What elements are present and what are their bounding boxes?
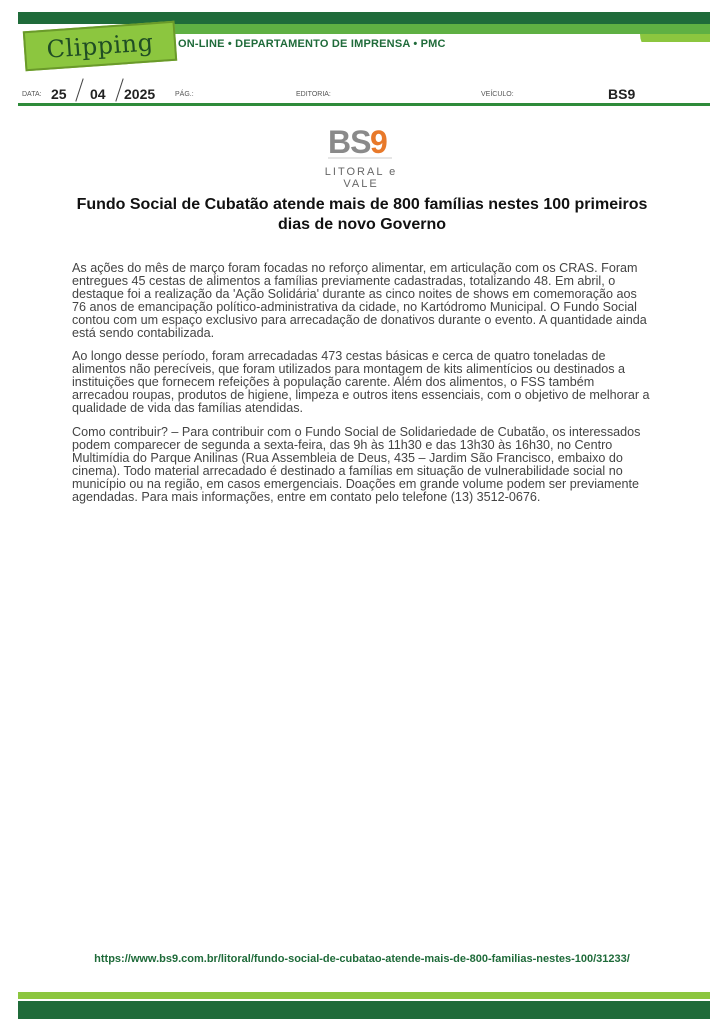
header-accent-bar: [150, 24, 710, 34]
footer-bar: [18, 1001, 710, 1019]
date-separator: [115, 78, 123, 101]
article-title: Fundo Social de Cubatão atende mais de 800 famílias nestes 100 primeiros dias de novo Governo: [76, 196, 648, 233]
meta-row: [18, 84, 710, 104]
clipping-tag: [23, 21, 177, 72]
date-day: 25: [51, 86, 67, 102]
header-subtitle: ON-LINE • DEPARTAMENTO DE IMPRENSA • PMC: [178, 38, 446, 50]
article-body: [72, 262, 652, 514]
date-month: 04: [90, 86, 106, 102]
bs9-logo-subtitle: LITORAL e VALE: [324, 166, 398, 190]
article-paragraph: Como contribuir? – Para contribuir com o Fundo Social de Solidariedade de Cubatão, os interessados podem comparecer de segunda a sexta-feira, das 9h às 11h30 e das 13h30 às 16h30, no Centro Multimídia do Parque Anilinas (Rua Assembleia de Deus, 435 – Jardim São Francisco, embaixo do cinema). Todo material arrecadado é destinado a famílias em situação de vulnerabilidade social no município ou na região, em casos emergenciais. Doações em grande volume podem ser previamente agendadas. Para mais informações, entre em contato pelo telefone (13) 3512-0676.: [72, 424, 641, 504]
veiculo-label: VEÍCULO:: [481, 91, 514, 98]
date-label: DATA:: [22, 91, 42, 98]
source-url[interactable]: https://www.bs9.com.br/litoral/fundo-social-de-cubatao-atende-mais-de-800-familias-nestes-100/31233/: [94, 953, 630, 965]
svg-text:9: 9: [370, 124, 388, 160]
meta-rule: [18, 103, 710, 106]
date-separator: [75, 78, 83, 101]
bs9-logo-mark: [326, 124, 396, 160]
header-accent-tail: [640, 34, 710, 56]
date-year: 2025: [124, 86, 156, 102]
footer-accent-bar: [18, 992, 710, 999]
header-top-bar: [18, 12, 710, 24]
bs9-logo: [306, 124, 416, 190]
article-paragraph: Ao longo desse período, foram arrecadadas 473 cestas básicas e cerca de quatro toneladas de alimentos não perecíveis, que foram utilizados para montagem de kits alimentícios ou destinados a instituições que fornecem refeições à população carente. Além dos alimentos, o FSS também arrecadou roupas, produtos de higiene, limpeza e outros itens essenciais, com o objetivo de melhorar a qualidade de vida das famílias atendidas.: [72, 349, 650, 416]
page-label: PÁG.:: [175, 91, 194, 98]
editoria-label: EDITORIA:: [296, 91, 331, 98]
article-paragraph: As ações do mês de março foram focadas no reforço alimentar, em articulação com os CRAS. Foram entregues 45 cestas de alimentos a famílias previamente cadastradas, totalizando 48. Em abril, o destaque foi a realização da 'Ação Solidária' durante as cinco noites de shows em comemoração aos 76 anos de emancipação político-administrativa da cidade, no Kartódromo Municipal. O Fundo Social contou com um espaço exclusivo para arrecadação de donativos durante o evento. A quantidade ainda está sendo contabilizada.: [72, 261, 647, 340]
svg-text:BS: BS: [328, 124, 371, 160]
veiculo-value: BS9: [608, 86, 636, 102]
clipping-tag-label: Clipping: [45, 28, 155, 64]
